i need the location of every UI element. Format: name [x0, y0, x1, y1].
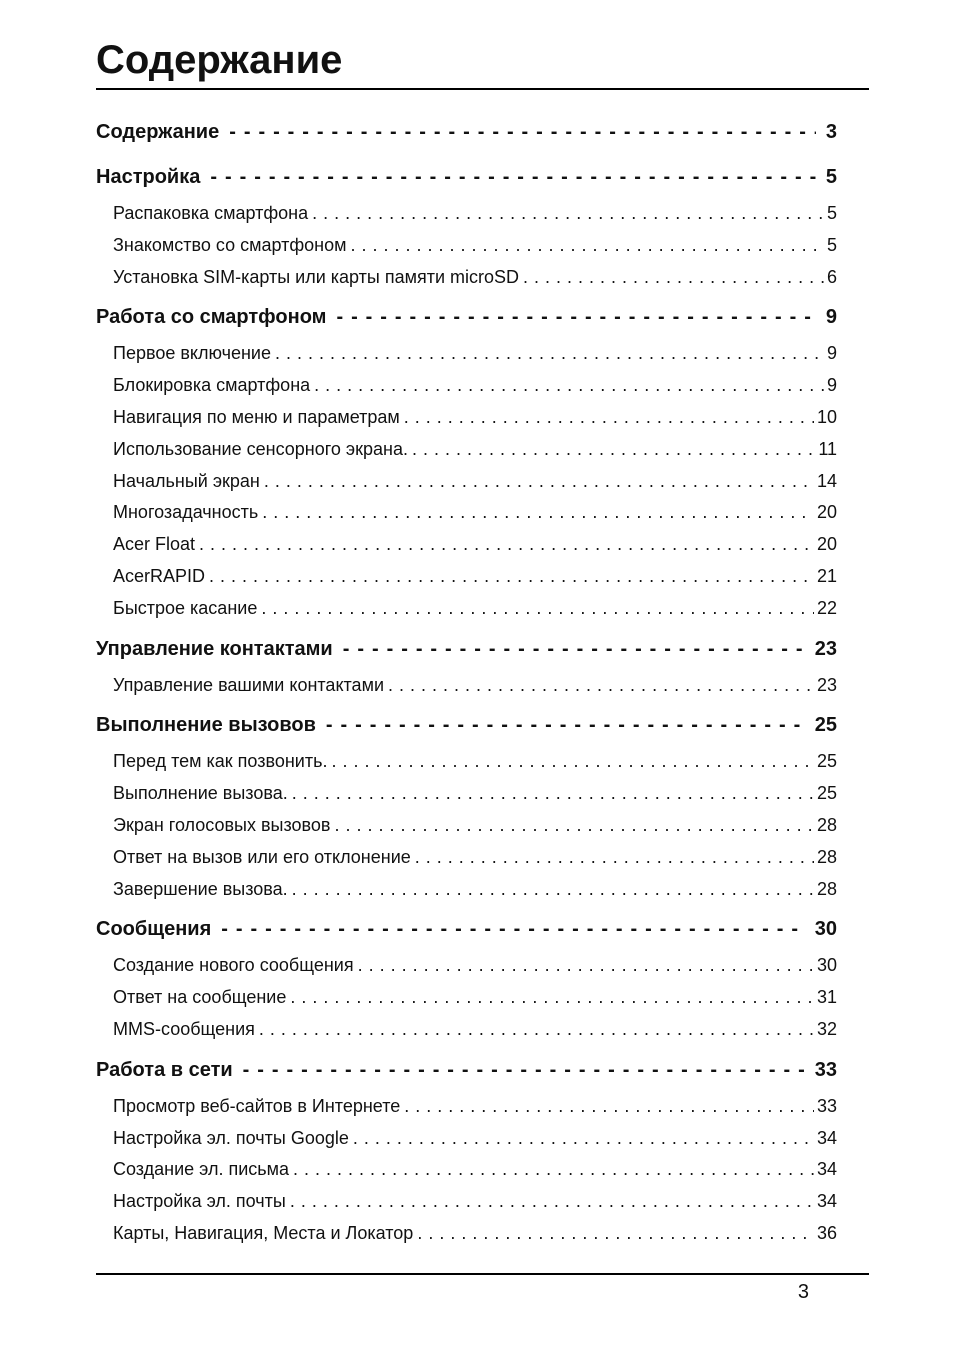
- toc-subentry-title: Карты, Навигация, Места и Локатор: [113, 1222, 414, 1243]
- dash-leader: [200, 157, 816, 198]
- toc-section: [96, 705, 837, 905]
- toc-subentry[interactable]: [96, 230, 837, 262]
- toc-subentry[interactable]: [96, 810, 837, 842]
- dot-leader: [195, 529, 814, 561]
- toc-section: [96, 629, 837, 702]
- dot-leader: [354, 950, 814, 982]
- toc-subentry-page: 21: [816, 565, 837, 586]
- dash-leader: [233, 1050, 805, 1091]
- toc-section-entry[interactable]: [96, 909, 837, 950]
- toc-subentry[interactable]: [96, 1014, 837, 1046]
- toc-subentry[interactable]: [96, 338, 837, 370]
- toc-subentry[interactable]: [96, 529, 837, 561]
- dot-leader: [519, 262, 824, 294]
- toc-section-title: Работа в сети: [96, 1058, 233, 1081]
- dot-leader: [288, 778, 814, 810]
- dot-leader: [384, 670, 814, 702]
- dot-leader: [260, 466, 814, 498]
- toc-subentry-page: 31: [816, 987, 837, 1008]
- toc-section-entry[interactable]: [96, 629, 837, 670]
- dot-leader: [288, 874, 814, 906]
- toc-subentry[interactable]: [96, 950, 837, 982]
- toc-subentry-title: Завершение вызова.: [113, 878, 288, 899]
- title-divider: [96, 88, 869, 90]
- toc-subentry-title: Acer Float: [113, 534, 196, 555]
- toc-section-title: Сообщения: [96, 918, 212, 941]
- toc-subentry-page: 5: [826, 203, 837, 223]
- toc-subentry-page: 34: [816, 1127, 837, 1148]
- toc-section-entry[interactable]: [96, 705, 837, 746]
- dot-leader: [205, 561, 814, 593]
- toc-subentry[interactable]: [96, 466, 837, 498]
- toc-subentry[interactable]: [96, 874, 837, 906]
- toc-subentry[interactable]: [96, 402, 837, 434]
- dot-leader: [408, 434, 815, 466]
- toc-subentry-title: Использование сенсорного экрана.: [113, 438, 408, 459]
- dash-leader: [211, 909, 804, 950]
- toc-subentry-page: 11: [818, 438, 837, 459]
- toc-subentry[interactable]: [96, 982, 837, 1014]
- toc-subentry[interactable]: [96, 1218, 837, 1250]
- toc-section-title: Настройка: [96, 166, 201, 188]
- toc-subentry[interactable]: [96, 746, 837, 778]
- dash-leader: [316, 705, 805, 746]
- dot-leader: [400, 402, 814, 434]
- page-number: 3: [797, 1281, 809, 1303]
- toc-subentry-title: Создание эл. письма: [113, 1159, 290, 1180]
- toc-subentry-title: MMS-сообщения: [113, 1018, 255, 1039]
- dot-leader: [411, 842, 814, 874]
- dash-leader: [333, 629, 805, 670]
- toc-subentry[interactable]: [96, 370, 837, 402]
- table-of-contents: [96, 112, 837, 1254]
- dot-leader: [400, 1091, 814, 1123]
- dot-leader: [255, 1014, 814, 1046]
- toc-subentry-title: AcerRAPID: [113, 565, 206, 586]
- toc-section-page: 3: [825, 121, 837, 143]
- toc-subentry-title: Ответ на сообщение: [113, 987, 287, 1008]
- dash-leader: [219, 112, 816, 153]
- toc-subentry-title: Просмотр веб-сайтов в Интернете: [113, 1095, 401, 1116]
- toc-subentry-page: 14: [816, 470, 837, 491]
- toc-subentry-page: 9: [826, 343, 837, 364]
- dot-leader: [310, 370, 824, 402]
- toc-subentry-title: Перед тем как позвонить.: [113, 751, 328, 772]
- toc-subentry-title: Быстрое касание: [113, 597, 258, 618]
- toc-section-page: 33: [814, 1058, 837, 1081]
- dot-leader: [257, 593, 814, 625]
- toc-section: [96, 909, 837, 1045]
- toc-section: [96, 1050, 837, 1250]
- toc-subentry[interactable]: [96, 262, 837, 294]
- toc-section-page: 25: [814, 714, 837, 737]
- toc-subentry[interactable]: [96, 561, 837, 593]
- toc-subentry[interactable]: [96, 670, 837, 702]
- toc-subentry-page: 28: [816, 846, 837, 867]
- dot-leader: [331, 810, 814, 842]
- dot-leader: [286, 982, 814, 1014]
- toc-subentry[interactable]: [96, 497, 837, 529]
- toc-subentry-page: 33: [816, 1095, 837, 1116]
- toc-subentry[interactable]: [96, 1186, 837, 1218]
- toc-subentry-page: 10: [816, 406, 837, 427]
- toc-subentry-title: Навигация по меню и параметрам: [113, 406, 400, 427]
- toc-subentry-page: 34: [816, 1159, 837, 1180]
- footer-divider: [96, 1273, 869, 1275]
- dot-leader: [286, 1186, 814, 1218]
- toc-subentry-title: Выполнение вызова.: [113, 783, 288, 804]
- toc-section-title: Управление контактами: [96, 637, 333, 660]
- toc-subentry[interactable]: [96, 198, 837, 230]
- toc-subentry-title: Установка SIM-карты или карты памяти microSD: [113, 266, 520, 287]
- toc-subentry-page: 28: [816, 878, 837, 899]
- toc-subentry-title: Знакомство со смартфоном: [113, 234, 347, 255]
- toc-section-entry[interactable]: [96, 112, 837, 153]
- toc-subentry-page: 28: [816, 814, 837, 835]
- dot-leader: [349, 1123, 814, 1155]
- toc-subentry-page: 25: [816, 783, 837, 804]
- toc-subentry[interactable]: [96, 593, 837, 625]
- page-title: Содержание: [96, 38, 343, 82]
- toc-section-page: 23: [814, 637, 837, 660]
- toc-subentry-page: 5: [826, 234, 837, 255]
- toc-subentry-page: 22: [816, 597, 837, 618]
- toc-section-entry[interactable]: [96, 1050, 837, 1091]
- toc-subentry-title: Настройка эл. почты Google: [113, 1127, 349, 1148]
- toc-subentry[interactable]: [96, 842, 837, 874]
- toc-section-title: Содержание: [96, 121, 220, 143]
- toc-subentry-page: 20: [816, 534, 837, 555]
- dot-leader: [271, 338, 824, 370]
- toc-subentry-page: 9: [826, 375, 837, 396]
- toc-subentry-title: Распаковка смартфона: [113, 203, 309, 223]
- toc-section: [96, 297, 837, 624]
- toc-subentry-page: 32: [816, 1018, 837, 1039]
- toc-subentry[interactable]: [96, 434, 837, 466]
- toc-subentry-page: 20: [816, 502, 837, 523]
- dot-leader: [413, 1218, 814, 1250]
- toc-subentry-title: Блокировка смартфона: [113, 375, 311, 396]
- toc-subentry-title: Начальный экран: [113, 470, 260, 491]
- dot-leader: [289, 1154, 814, 1186]
- toc-subentry-title: Настройка эл. почты: [113, 1191, 286, 1212]
- toc-subentry-title: Многозадачность: [113, 502, 259, 523]
- toc-section-title: Выполнение вызовов: [96, 714, 316, 737]
- toc-subentry[interactable]: [96, 1123, 837, 1155]
- toc-section: [96, 112, 837, 153]
- toc-subentry-title: Управление вашими контактами: [113, 674, 385, 695]
- toc-subentry-page: 34: [816, 1191, 837, 1212]
- toc-subentry-page: 25: [816, 751, 837, 772]
- toc-section: [96, 157, 837, 293]
- toc-section-title: Работа со смартфоном: [96, 306, 327, 329]
- toc-subentry-title: Создание нового сообщения: [113, 955, 354, 976]
- dot-leader: [327, 746, 814, 778]
- toc-subentry-title: Первое включение: [113, 343, 271, 364]
- toc-subentry-title: Экран голосовых вызовов: [113, 814, 331, 835]
- dot-leader: [308, 198, 824, 230]
- toc-section-page: 30: [814, 918, 837, 941]
- toc-section-page: 5: [825, 166, 837, 188]
- toc-subentry[interactable]: [96, 778, 837, 810]
- dot-leader: [347, 230, 824, 262]
- toc-section-entry[interactable]: [96, 297, 837, 338]
- dash-leader: [326, 297, 815, 338]
- toc-subentry[interactable]: [96, 1154, 837, 1186]
- toc-section-entry[interactable]: [96, 157, 837, 198]
- toc-subentry-page: 23: [816, 674, 837, 695]
- toc-subentry-title: Ответ на вызов или его отклонение: [113, 846, 411, 867]
- toc-section-page: 9: [825, 306, 837, 329]
- toc-subentry-page: 30: [816, 955, 837, 976]
- toc-subentry[interactable]: [96, 1091, 837, 1123]
- dot-leader: [258, 497, 814, 529]
- toc-subentry-page: 36: [816, 1222, 837, 1243]
- toc-subentry-page: 6: [826, 266, 837, 287]
